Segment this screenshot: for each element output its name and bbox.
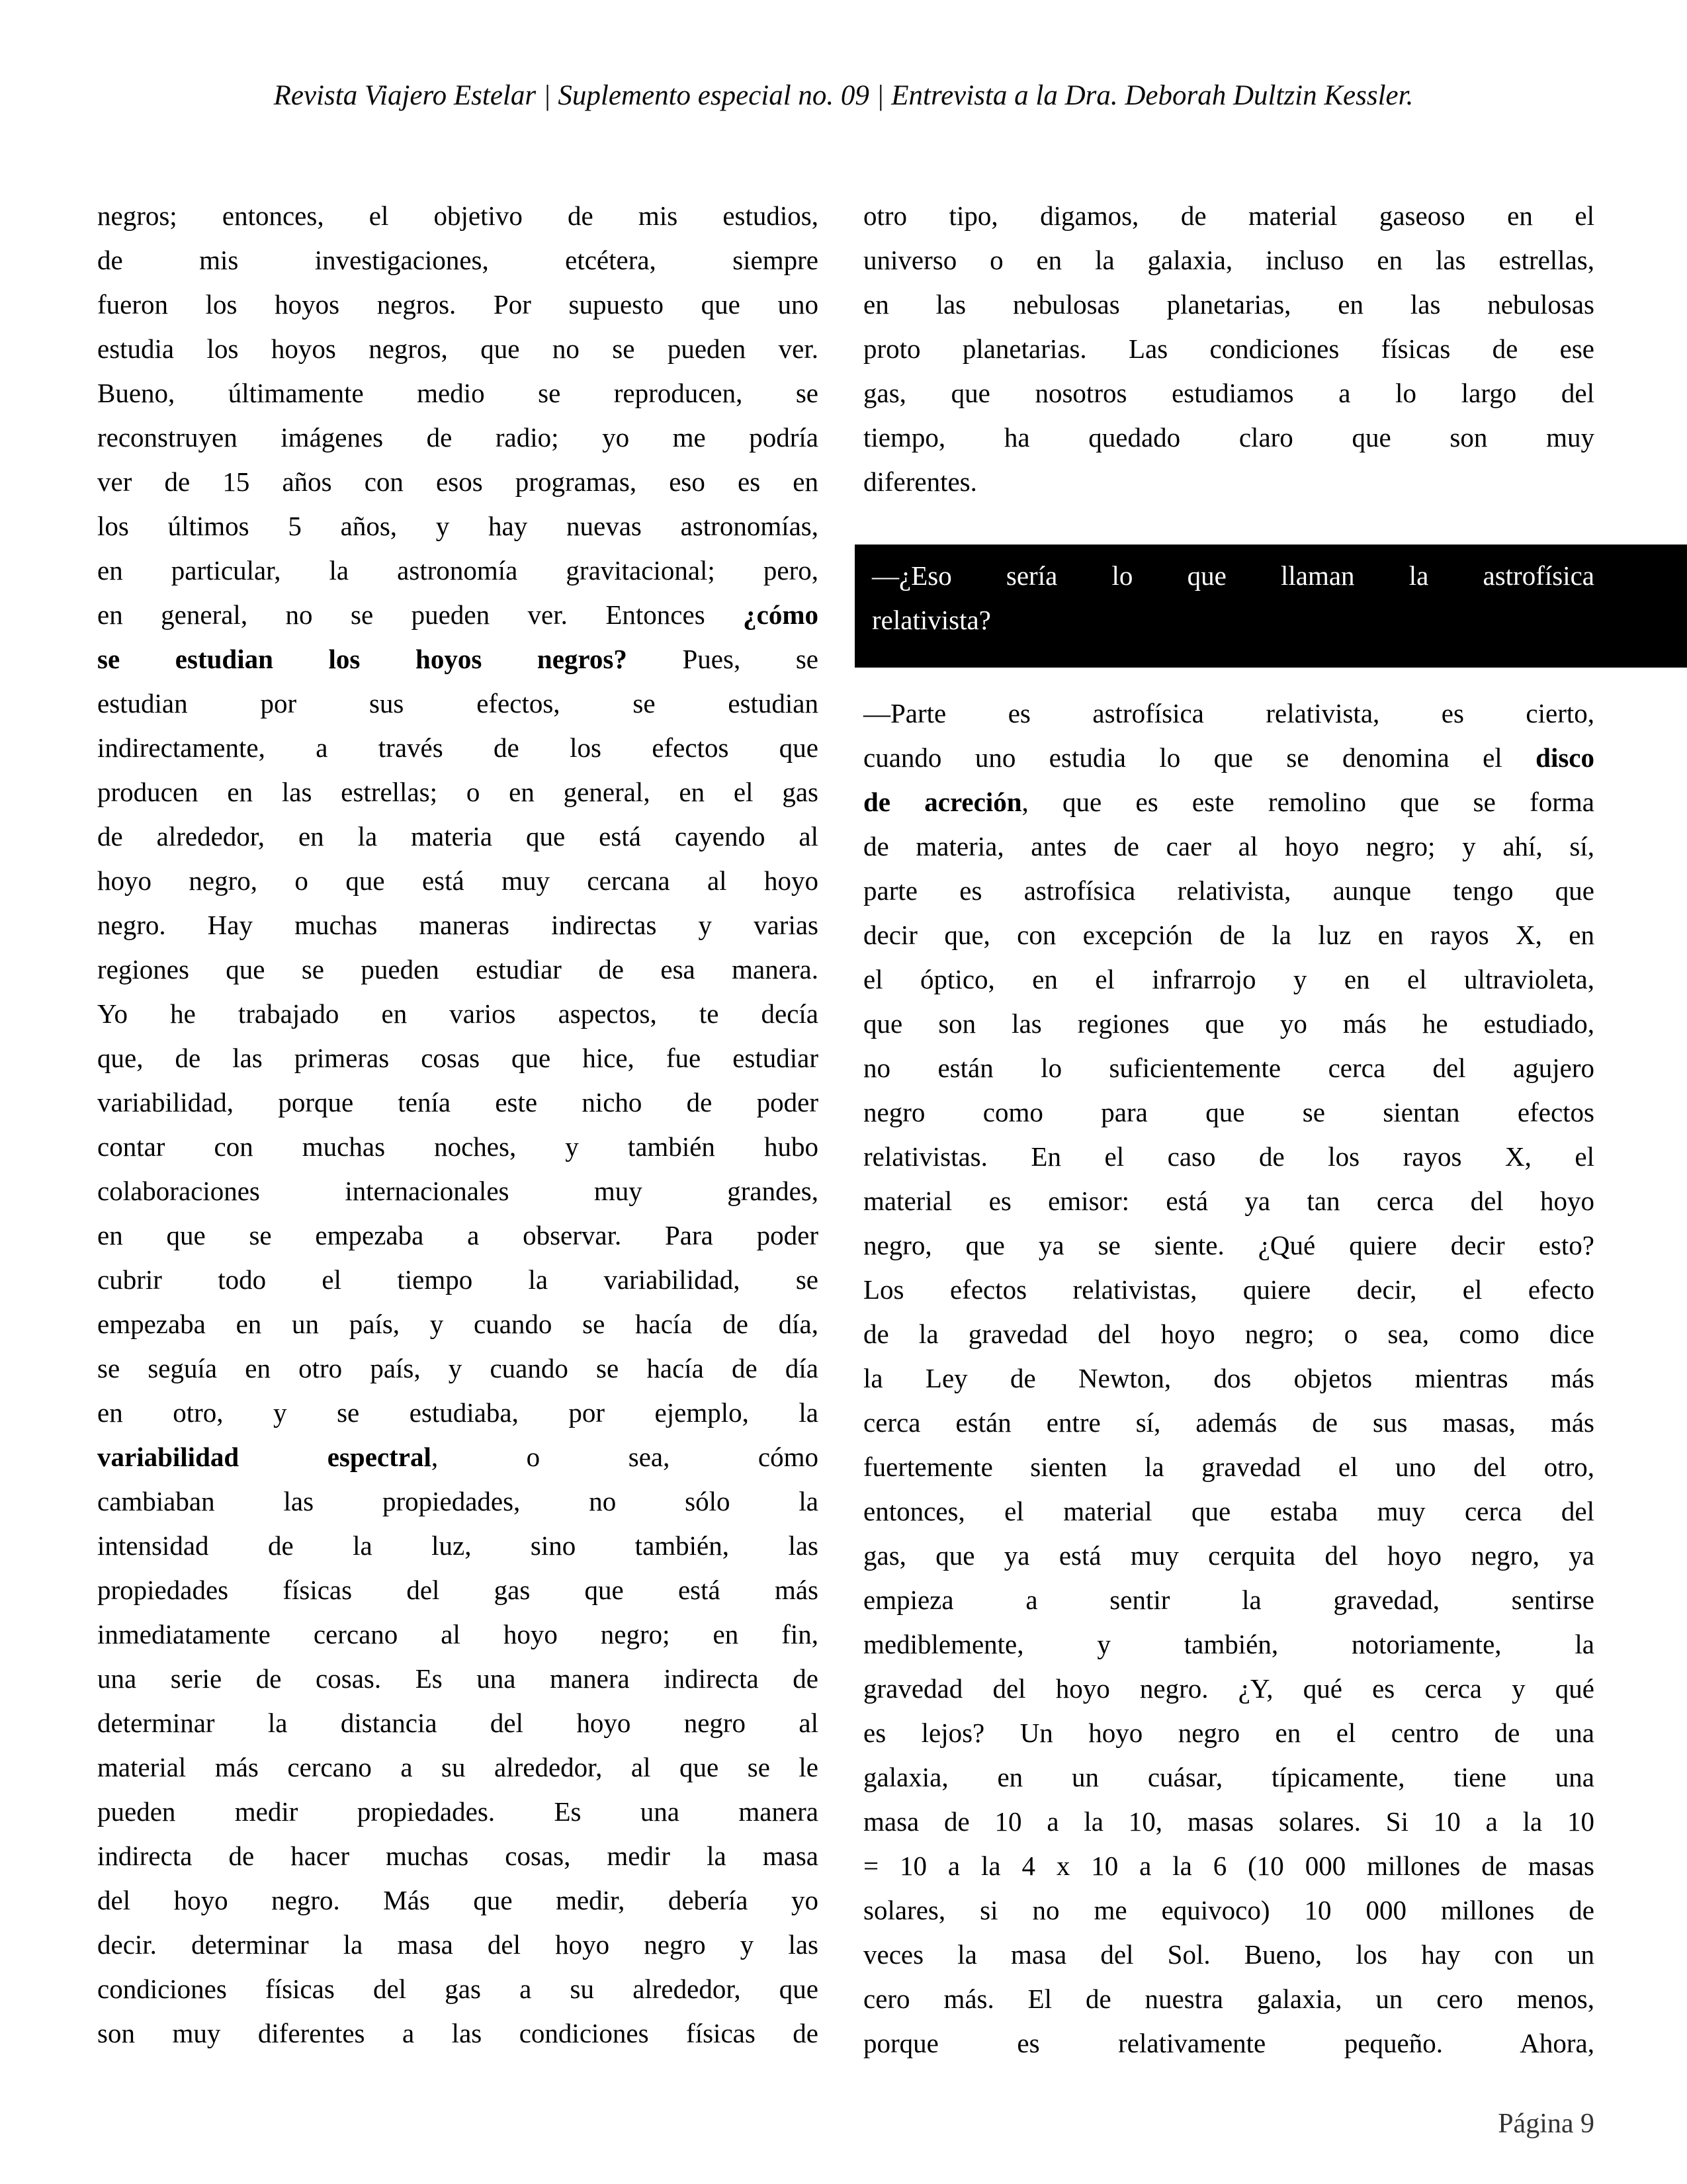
text-line: tiempo, ha quedado claro que son muy: [863, 422, 1594, 453]
text-line: indirectamente, a través de los efectos que: [97, 732, 818, 763]
interview-question-highlight-box: [855, 545, 1687, 668]
text-line: empieza a sentir la gravedad, sentirse: [863, 1585, 1594, 1615]
text-line: ver de 15 años con esos programas, eso es en: [97, 466, 818, 497]
text-line: los últimos 5 años, y hay nuevas astronomías,: [97, 511, 818, 541]
text-line: que son las regiones que yo más he estudiado,: [863, 1008, 1594, 1039]
text-line: en particular, la astronomía gravitacional; pero,: [97, 555, 818, 586]
text-line: condiciones físicas del gas a su alrededor, que: [97, 1974, 818, 2004]
text-line: estudian por sus efectos, se estudian: [97, 688, 818, 719]
text-line: otro tipo, digamos, de material gaseoso en el: [863, 200, 1594, 231]
text-line: fueron los hoyos negros. Por supuesto que uno: [97, 289, 818, 320]
text-line: entonces, el material que estaba muy cerca del: [863, 1496, 1594, 1526]
text-line: Los efectos relativistas, quiere decir, el efecto: [863, 1274, 1594, 1305]
text-line: se seguía en otro país, y cuando se hacía de día: [97, 1353, 818, 1383]
text-line: indirecta de hacer muchas cosas, medir la masa: [97, 1841, 818, 1871]
page-number: Página 9: [1498, 2109, 1594, 2139]
text-line: en que se empezaba a observar. Para poder: [97, 1220, 818, 1250]
text-line: cerca están entre sí, además de sus masas, más: [863, 1407, 1594, 1438]
text-line: determinar la distancia del hoyo negro al: [97, 1708, 818, 1738]
text-line: universo o en la galaxia, incluso en las estrellas,: [863, 245, 1594, 275]
text-line: Yo he trabajado en varios aspectos, te decía: [97, 998, 818, 1029]
text-line: intensidad de la luz, sino también, las: [97, 1530, 818, 1561]
text-line: porque es relativamente pequeño. Ahora,: [863, 2028, 1594, 2058]
text-line: de la gravedad del hoyo negro; o sea, como dice: [863, 1319, 1594, 1349]
text-line: reconstruyen imágenes de radio; yo me podría: [97, 422, 818, 453]
text-line: pueden medir propiedades. Es una manera: [97, 1796, 818, 1827]
text-line: el óptico, en el infrarrojo y en el ultravioleta,: [863, 964, 1594, 994]
text-line: decir que, con excepción de la luz en rayos X, en: [863, 920, 1594, 950]
text-line: material más cercano a su alrededor, al que se le: [97, 1752, 818, 1782]
text-line: se estudian los hoyos negros? Pues, se: [97, 644, 819, 674]
text-line: la Ley de Newton, dos objetos mientras más: [863, 1363, 1594, 1393]
text-line: galaxia, en un cuásar, típicamente, tiene una: [863, 1762, 1594, 1792]
text-line: estudia los hoyos negros, que no se pueden ver.: [97, 333, 818, 364]
text-line: no están lo suficientemente cerca del agujero: [863, 1053, 1594, 1083]
text-line: relativistas. En el caso de los rayos X, el: [863, 1141, 1594, 1172]
text-line: son muy diferentes a las condiciones físicas de: [97, 2018, 818, 2048]
text-line: cambiaban las propiedades, no sólo la: [97, 1486, 818, 1516]
text-line: proto planetarias. Las condiciones físicas de ese: [863, 333, 1594, 364]
text-line: parte es astrofísica relativista, aunque tengo que: [863, 875, 1594, 906]
text-line: empezaba en un país, y cuando se hacía de día,: [97, 1309, 818, 1339]
text-line: negro, que ya se siente. ¿Qué quiere decir esto?: [863, 1230, 1594, 1260]
text-line: gravedad del hoyo negro. ¿Y, qué es cerca y qué: [863, 1673, 1594, 1704]
text-line: cuando uno estudia lo que se denomina el disco: [863, 742, 1594, 773]
text-line: solares, si no me equivoco) 10 000 millones de: [863, 1895, 1594, 1925]
text-line: —¿Eso sería lo que llaman la astrofísica: [872, 560, 1594, 591]
page-header: Revista Viajero Estelar | Suplemento especial no. 09 | Entrevista a la Dra. Deborah Dultzin Kessler.: [273, 80, 1414, 111]
text-line: negro. Hay muchas maneras indirectas y varias: [97, 910, 818, 940]
right-text-column-bottom: [863, 691, 1594, 2066]
text-line: de mis investigaciones, etcétera, siempre: [97, 245, 818, 275]
text-line: propiedades físicas del gas que está más: [97, 1575, 818, 1605]
text-line: masa de 10 a la 10, masas solares. Si 10 a la 10: [863, 1806, 1594, 1837]
text-line: decir. determinar la masa del hoyo negro y las: [97, 1929, 818, 1960]
text-line: gas, que nosotros estudiamos a lo largo del: [863, 378, 1594, 408]
text-line: inmediatamente cercano al hoyo negro; en fin,: [97, 1619, 818, 1649]
text-line: es lejos? Un hoyo negro en el centro de una: [863, 1718, 1594, 1748]
text-line: cubrir todo el tiempo la variabilidad, se: [97, 1264, 818, 1295]
text-line: material es emisor: está ya tan cerca del hoyo: [863, 1186, 1594, 1216]
text-line: = 10 a la 4 x 10 a la 6 (10 000 millones de masas: [863, 1851, 1594, 1881]
right-text-column-top: [863, 194, 1594, 504]
text-line: de alrededor, en la materia que está cayendo al: [97, 821, 818, 852]
text-line: hoyo negro, o que está muy cercana al hoyo: [97, 865, 818, 896]
text-line: variabilidad espectral, o sea, cómo: [97, 1442, 818, 1472]
text-line: contar con muchas noches, y también hubo: [97, 1131, 818, 1162]
text-line: negros; entonces, el objetivo de mis estudios,: [97, 200, 818, 231]
text-line: en las nebulosas planetarias, en las nebulosas: [863, 289, 1594, 320]
text-line: veces la masa del Sol. Bueno, los hay con un: [863, 1939, 1594, 1970]
text-line: —Parte es astrofísica relativista, es cierto,: [863, 698, 1594, 728]
text-line: fuertemente sienten la gravedad el uno del otro,: [863, 1452, 1594, 1482]
text-line: relativista?: [872, 605, 991, 635]
text-line: producen en las estrellas; o en general, en el gas: [97, 777, 818, 807]
left-text-column: [97, 194, 818, 2056]
text-line: Bueno, últimamente medio se reproducen, se: [97, 378, 818, 408]
text-line: diferentes.: [863, 466, 977, 497]
text-line: cero más. El de nuestra galaxia, un cero menos,: [863, 1984, 1594, 2014]
text-line: variabilidad, porque tenía este nicho de poder: [97, 1087, 818, 1117]
text-line: regiones que se pueden estudiar de esa manera.: [97, 954, 818, 984]
text-line: de acreción, que es este remolino que se forma: [863, 787, 1594, 817]
text-line: mediblemente, y también, notoriamente, la: [863, 1629, 1594, 1659]
interview-question-text: [872, 554, 1594, 642]
text-line: una serie de cosas. Es una manera indirecta de: [97, 1663, 818, 1694]
text-line: colaboraciones internacionales muy grandes,: [97, 1176, 818, 1206]
text-line: en otro, y se estudiaba, por ejemplo, la: [97, 1397, 818, 1428]
text-line: del hoyo negro. Más que medir, debería yo: [97, 1885, 818, 1915]
text-line: gas, que ya está muy cerquita del hoyo negro, ya: [863, 1540, 1594, 1571]
text-line: de materia, antes de caer al hoyo negro; y ahí, sí,: [863, 831, 1594, 861]
text-line: que, de las primeras cosas que hice, fue estudiar: [97, 1043, 818, 1073]
text-line: negro como para que se sientan efectos: [863, 1097, 1594, 1127]
text-line: en general, no se pueden ver. Entonces ¿cómo: [97, 599, 818, 630]
